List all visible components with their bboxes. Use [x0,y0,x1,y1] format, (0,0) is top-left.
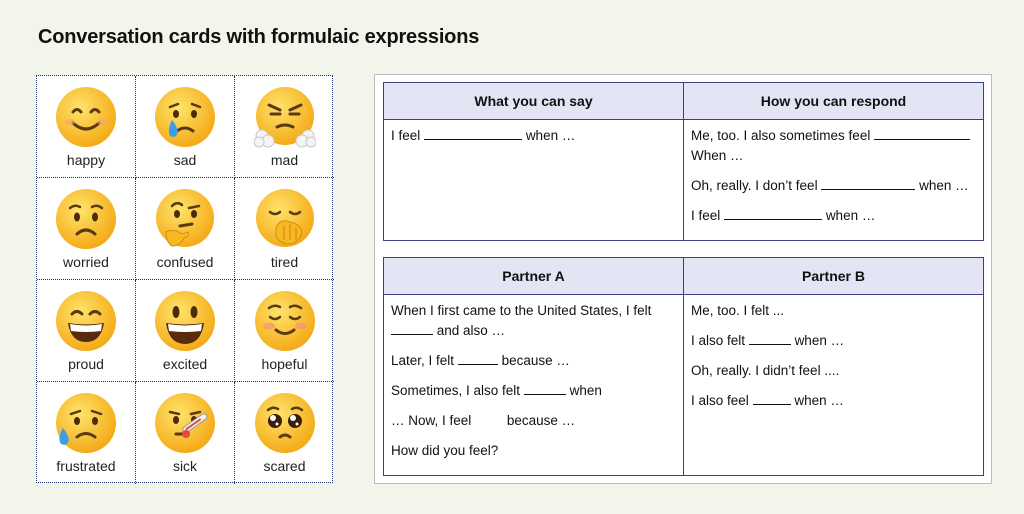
partner-a-line [391,381,676,401]
emotion-label: happy [66,152,106,168]
page-title: Conversation cards with formulaic expressions [38,26,480,48]
partner-b-text: I also feel [691,393,749,408]
emotion-card-tired [235,178,334,280]
partner-a-line [391,351,676,371]
partner-a-text: Later, I felt [391,353,455,368]
partner-b-line [691,331,976,351]
emotion-card-frustrated [37,382,136,484]
emotion-card-mad [235,76,334,178]
emotion-label: sick [172,458,198,474]
thermometer-face-icon [154,392,216,454]
emotion-card-hopeful [235,280,334,382]
column-header: Partner B [684,258,984,295]
fill-in-blank [458,352,498,365]
column-header: What you can say [384,83,684,120]
conversation-tables-panel [374,74,992,484]
emotion-card-happy [37,76,136,178]
fill-in-blank [424,127,522,140]
fill-in-blank [749,332,791,345]
thinking-face-icon [154,188,216,250]
partner-b-text: when … [794,333,845,348]
fill-in-blank [821,177,915,190]
emotion-label: tired [270,254,299,270]
emotion-card-sad [136,76,235,178]
crying-face-icon [154,86,216,148]
emotion-label: excited [162,356,208,372]
emotion-card-scared [235,382,334,484]
partner-a-text: and also … [436,323,506,338]
say-text: when … [525,128,576,143]
emotion-card-excited [136,280,235,382]
emotion-label: worried [63,254,109,270]
emotion-card-sick [136,382,235,484]
emotion-label: scared [263,458,306,474]
say-text: I feel [391,128,421,143]
response-line [691,206,976,226]
response-text: When … [691,148,744,163]
emotion-label: frustrated [56,458,116,474]
say-cell [384,120,684,241]
column-header: Partner A [384,258,684,295]
response-line [691,126,976,166]
yawning-face-icon [254,188,316,250]
partner-a-line [391,301,676,341]
partner-b-cell [684,295,984,476]
emotion-label: sad [173,152,197,168]
partner-a-text: when [569,383,602,398]
partner-a-text: Sometimes, I also felt [391,383,521,398]
emotion-label: hopeful [261,356,308,372]
grinning-face-icon [55,290,117,352]
response-text: I feel [691,208,721,223]
emotion-label: mad [270,152,299,168]
fill-in-blank [753,392,791,405]
emotion-card-grid [36,75,333,483]
worried-face-icon [55,188,117,250]
partner-a-text: because … [506,413,576,428]
fill-in-blank [391,322,433,335]
response-text: Me, too. I also sometimes feel [691,128,871,143]
partner-a-text: When I first came to the United States, I felt [391,303,652,318]
partner-a-line: How did you feel? [391,443,499,458]
partner-a-text: because … [501,353,570,368]
response-text: when … [919,178,969,193]
fill-in-blank [874,127,970,140]
smiling-face-icon [55,86,117,148]
partner-b-text: I also felt [691,333,746,348]
emotion-card-proud [37,280,136,382]
emotion-card-confused [136,178,235,280]
say-respond-table [383,82,984,241]
fill-in-blank [724,207,822,220]
partner-a-line [391,411,676,431]
steaming-face-icon [254,86,316,148]
partner-a-cell [384,295,684,476]
respond-cell [684,120,984,241]
relieved-face-icon [254,290,316,352]
partner-a-text: … Now, I feel [391,413,472,428]
fill-in-blank [524,382,566,395]
column-header: How you can respond [684,83,984,120]
sweat-face-icon [55,392,117,454]
partner-b-text: when … [794,393,844,408]
partner-table [383,257,984,476]
response-text: when … [825,208,876,223]
pleading-face-icon [254,392,316,454]
partner-b-line: Oh, really. I didn’t feel .... [691,363,840,378]
emotion-card-worried [37,178,136,280]
response-line [691,176,976,196]
emotion-label: confused [156,254,214,270]
partner-b-line [691,391,976,411]
response-text: Oh, really. I don’t feel [691,178,818,193]
partner-b-line: Me, too. I felt ... [691,303,785,318]
big-smile-face-icon [154,290,216,352]
emotion-label: proud [68,356,104,372]
